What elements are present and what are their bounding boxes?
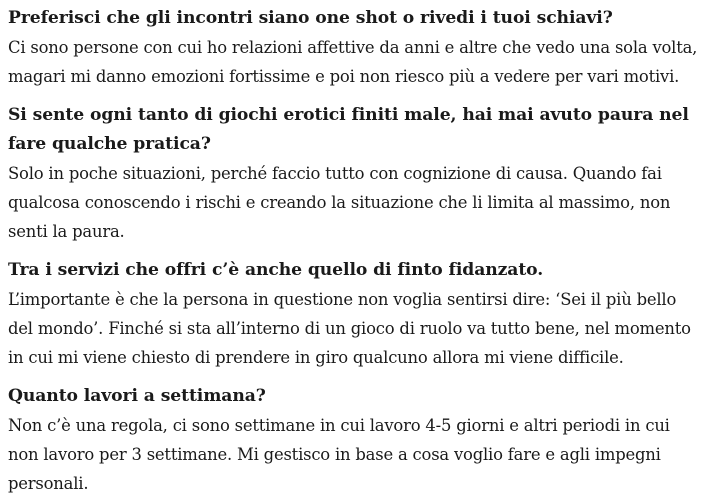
answer-paragraph: Solo in poche situazioni, perché faccio tutto con cognizione di causa. Quando fai qualcosa conoscendo i rischi e creando la situazione che li limita al massimo, non senti la paura.: [8, 164, 671, 241]
answer-paragraph: L’importante è che la persona in questione non voglia sentirsi dire: ‘Sei il più bello del mondo’. Finché si sta all’interno di un gioco di ruolo va tutto bene, nel momento in cui mi viene chiesto di prendere in giro qualcuno allora mi viene difficile.: [8, 290, 691, 367]
qa-block-settimana: [8, 382, 701, 498]
answer-paragraph: Ci sono persone con cui ho relazioni affettive da anni e altre che vedo una sola volta, magari mi danno emozioni fortissime e poi non riesco più a vedere per vari motivi.: [8, 38, 698, 86]
question-heading: Quanto lavori a settimana?: [8, 386, 266, 406]
question-heading: Tra i servizi che offri c’è anche quello di finto fidanzato.: [8, 260, 544, 280]
answer-paragraph: Non c’è una regola, ci sono settimane in cui lavoro 4-5 giorni e altri periodi in cui non lavoro per 3 settimane. Mi gestisco in base a cosa voglio fare e agli impegni personali.: [8, 416, 670, 493]
question-heading: Si sente ogni tanto di giochi erotici finiti male, hai mai avuto paura nel fare qualche pratica?: [8, 105, 689, 154]
qa-block-paura: [8, 101, 701, 246]
qa-block-one-shot: [8, 4, 701, 91]
qa-block-finto-fidanzato: [8, 256, 701, 372]
question-heading: Preferisci che gli incontri siano one shot o rivedi i tuoi schiavi?: [8, 8, 613, 28]
